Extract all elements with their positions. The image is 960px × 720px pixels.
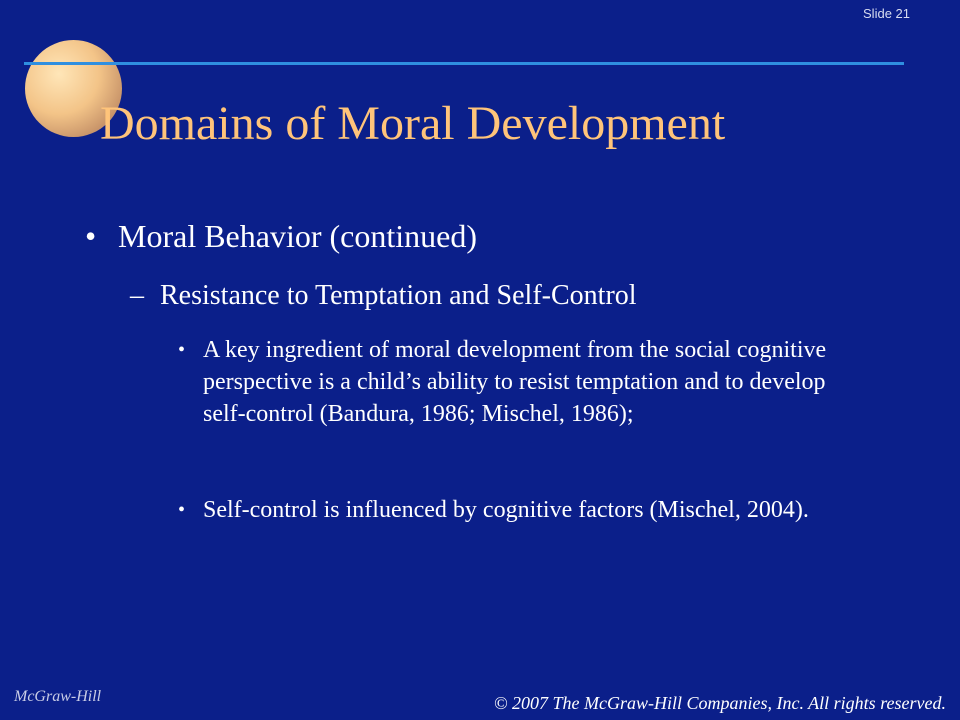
slide-title: Domains of Moral Development (100, 97, 726, 150)
bullet-marker: • (178, 499, 186, 521)
bullet-text: A key ingredient of moral development from the social cognitive perspective is a child’s ability to resist temptation and to develop self-control (Bandura, 1986; Mischel, 1986); (203, 337, 827, 427)
subheading-text: Resistance to Temptation and Self-Control (160, 280, 637, 311)
bullet-level3 (178, 334, 858, 430)
bullet-marker: • (85, 218, 97, 254)
dash-marker: – (130, 280, 144, 311)
bullet-text: Self-control is influenced by cognitive factors (Mischel, 2004). (203, 497, 809, 523)
copyright-notice: © 2007 The McGraw-Hill Companies, Inc. All rights reserved. (493, 693, 946, 713)
bullet-marker: • (178, 339, 186, 361)
bullet-level3 (178, 494, 858, 526)
publisher-label: McGraw-Hill (14, 688, 102, 705)
slide-number: Slide 21 (863, 6, 910, 21)
title-rule (24, 62, 904, 65)
bullet-text: Moral Behavior (continued) (118, 218, 477, 254)
